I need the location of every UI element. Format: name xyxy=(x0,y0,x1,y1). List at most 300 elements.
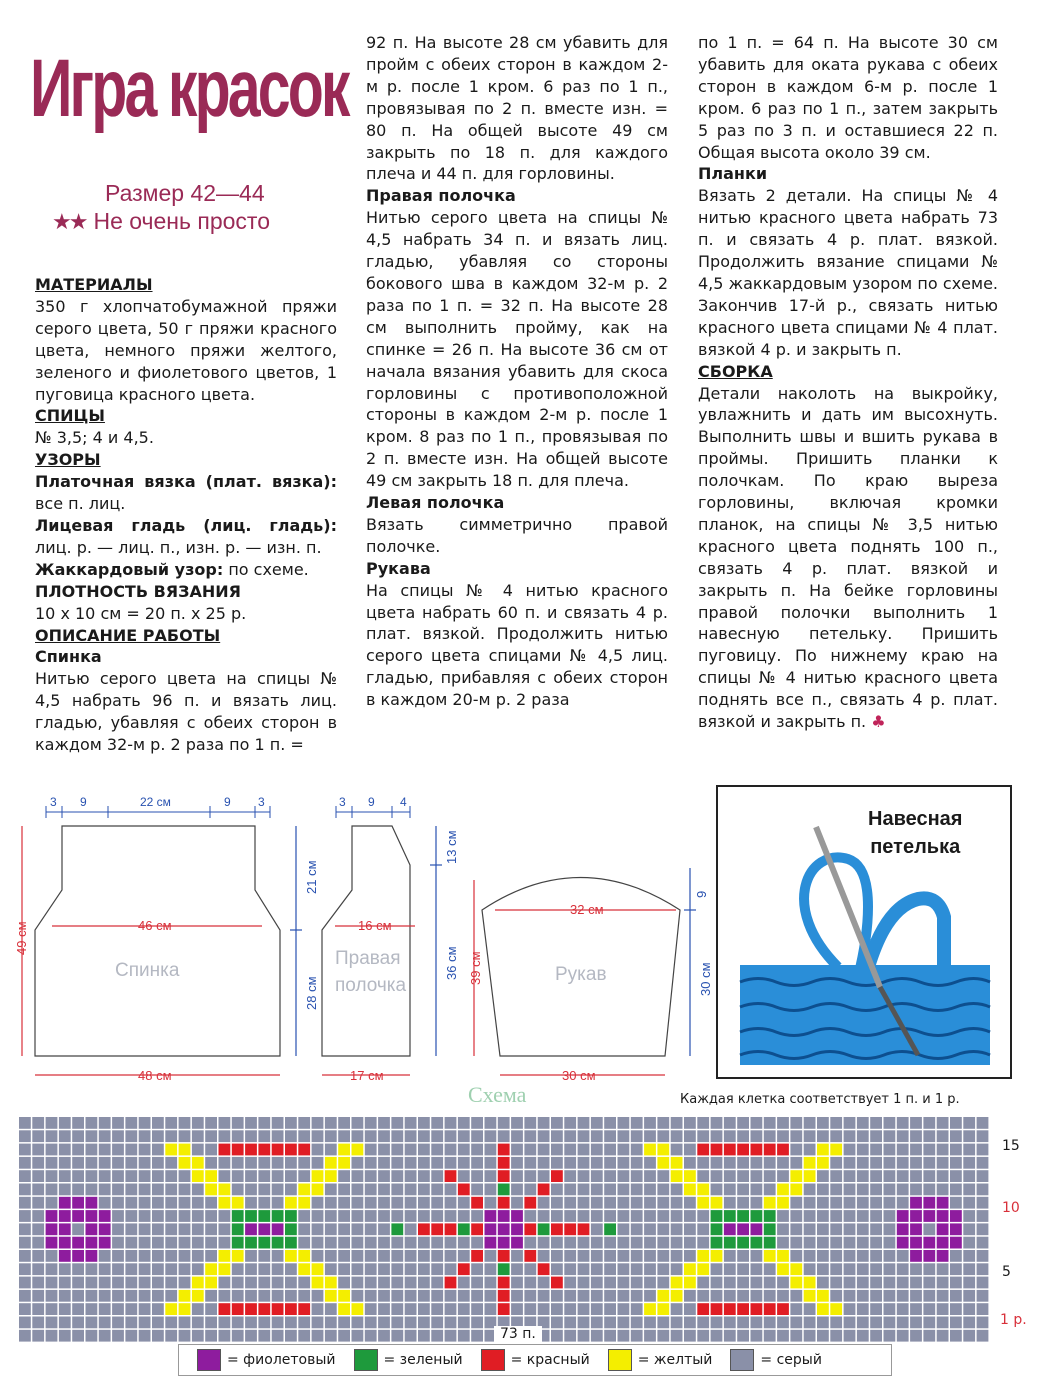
chart-cell xyxy=(684,1277,696,1289)
chart-cell xyxy=(418,1157,430,1169)
chart-cell xyxy=(724,1290,736,1302)
chart-cell xyxy=(564,1290,576,1302)
back-width-label: 46 см xyxy=(138,918,172,933)
chart-cell xyxy=(937,1303,949,1315)
chart-cell xyxy=(458,1263,470,1275)
chart-cell xyxy=(884,1330,896,1342)
chart-cell xyxy=(857,1130,869,1142)
chart-cell xyxy=(152,1317,164,1329)
chart-cell xyxy=(604,1210,616,1222)
chart-cell xyxy=(884,1237,896,1249)
chart-cell xyxy=(485,1277,497,1289)
chart-cell xyxy=(737,1184,749,1196)
chart-cell xyxy=(471,1317,483,1329)
chart-cell xyxy=(59,1223,71,1235)
sleeves-text-cont: по 1 п. = 64 п. На высоте 30 см убавить для оката рукава с обеих сторон в каждом 6-м р. после 1 кром. 6 раз по 1 п., затем закрыть 5 раз по 3 п. и оставшиеся 22 п. Общая высота около 39 см. xyxy=(698,33,998,162)
chart-cell xyxy=(950,1303,962,1315)
chart-cell xyxy=(697,1303,709,1315)
chart-cell xyxy=(46,1170,58,1182)
chart-cell xyxy=(59,1317,71,1329)
chart-cell xyxy=(19,1210,31,1222)
chart-cell xyxy=(564,1130,576,1142)
hook-label-line-2: петелька xyxy=(870,836,961,858)
chart-cell xyxy=(471,1223,483,1235)
chart-cell xyxy=(458,1317,470,1329)
chart-cell xyxy=(405,1157,417,1169)
chart-cell xyxy=(711,1197,723,1209)
chart-cell xyxy=(431,1277,443,1289)
chart-cell xyxy=(538,1184,550,1196)
chart-cell xyxy=(365,1237,377,1249)
chart-cell xyxy=(485,1303,497,1315)
chart-cell xyxy=(790,1157,802,1169)
legend-item-yellow xyxy=(608,1349,713,1371)
chart-cell xyxy=(391,1250,403,1262)
chart-cell xyxy=(219,1117,231,1129)
chart-cell xyxy=(32,1130,44,1142)
chart-cell xyxy=(352,1184,364,1196)
right-h-total-label: 36 см xyxy=(444,946,459,980)
chart-cell xyxy=(950,1170,962,1182)
chart-cell xyxy=(830,1277,842,1289)
chart-cell xyxy=(923,1250,935,1262)
chart-cell xyxy=(684,1157,696,1169)
chart-cell xyxy=(205,1130,217,1142)
chart-cell xyxy=(817,1170,829,1182)
chart-cell xyxy=(378,1223,390,1235)
chart-cell xyxy=(391,1144,403,1156)
chart-cell xyxy=(804,1317,816,1329)
chart-cell xyxy=(724,1250,736,1262)
chart-cell xyxy=(618,1290,630,1302)
right-piece-label-1: Правая xyxy=(335,948,401,969)
chart-cell xyxy=(604,1303,616,1315)
chart-cell xyxy=(232,1317,244,1329)
chart-cell xyxy=(857,1277,869,1289)
chart-cell xyxy=(897,1170,909,1182)
chart-cell xyxy=(751,1130,763,1142)
chart-cell xyxy=(644,1197,656,1209)
chart-cell xyxy=(312,1157,324,1169)
chart-cell xyxy=(764,1263,776,1275)
chart-cell xyxy=(684,1184,696,1196)
chart-cell xyxy=(378,1130,390,1142)
chart-cell xyxy=(32,1290,44,1302)
chart-cell xyxy=(804,1117,816,1129)
chart-cell xyxy=(684,1330,696,1342)
chart-cell xyxy=(671,1263,683,1275)
chart-cell xyxy=(897,1117,909,1129)
chart-cell xyxy=(751,1117,763,1129)
chart-cell xyxy=(152,1157,164,1169)
chart-cell xyxy=(618,1237,630,1249)
chart-cell xyxy=(923,1303,935,1315)
chart-cell xyxy=(59,1197,71,1209)
chart-cell xyxy=(112,1237,124,1249)
sleeve-width-label: 32 см xyxy=(570,902,604,917)
chart-cell xyxy=(418,1210,430,1222)
chart-cell xyxy=(564,1330,576,1342)
chart-cell xyxy=(19,1277,31,1289)
chart-cell xyxy=(671,1157,683,1169)
chart-cell xyxy=(112,1250,124,1262)
chart-cell xyxy=(657,1184,669,1196)
chart-cell xyxy=(312,1263,324,1275)
chart-cell xyxy=(950,1197,962,1209)
chart-cell xyxy=(963,1197,975,1209)
chart-cell xyxy=(578,1184,590,1196)
chart-cell xyxy=(671,1144,683,1156)
chart-cell xyxy=(524,1277,536,1289)
chart-cell xyxy=(644,1223,656,1235)
chart-cell xyxy=(604,1157,616,1169)
chart-cell xyxy=(950,1263,962,1275)
chart-cell xyxy=(152,1197,164,1209)
chart-cell xyxy=(338,1290,350,1302)
chart-cell xyxy=(870,1170,882,1182)
chart-cell xyxy=(604,1223,616,1235)
chart-cell xyxy=(804,1237,816,1249)
chart-cell xyxy=(258,1157,270,1169)
chart-cell xyxy=(777,1144,789,1156)
chart-cell xyxy=(910,1250,922,1262)
chart-cell xyxy=(524,1197,536,1209)
chart-cell xyxy=(657,1223,669,1235)
chart-cell xyxy=(445,1144,457,1156)
chart-cell xyxy=(59,1184,71,1196)
chart-cell xyxy=(378,1263,390,1275)
chart-cell xyxy=(325,1117,337,1129)
chart-cell xyxy=(165,1330,177,1342)
chart-cell xyxy=(551,1210,563,1222)
chart-cell xyxy=(125,1130,137,1142)
chart-cell xyxy=(591,1144,603,1156)
materials-text: 350 г хлопчатобумажной пряжи серого цвета, 50 г пряжи красного цвета, немного пряжи желтого, зеленого и фиолетового цветов, 1 пуговица красного цвета. xyxy=(35,296,337,404)
chart-cell xyxy=(751,1170,763,1182)
difficulty-text: Не очень просто xyxy=(93,208,270,234)
chart-cell xyxy=(179,1117,191,1129)
chart-cell xyxy=(524,1130,536,1142)
chart-cell xyxy=(46,1263,58,1275)
chart-cell xyxy=(910,1117,922,1129)
chart-cell xyxy=(671,1117,683,1129)
chart-cell xyxy=(764,1184,776,1196)
chart-cell xyxy=(764,1157,776,1169)
chart-cell xyxy=(485,1237,497,1249)
chart-cell xyxy=(751,1277,763,1289)
chart-cell xyxy=(910,1290,922,1302)
chart-cell xyxy=(724,1223,736,1235)
chart-cell xyxy=(631,1277,643,1289)
chart-cell xyxy=(485,1170,497,1182)
chart-cell xyxy=(391,1223,403,1235)
legend-swatch-green xyxy=(354,1349,378,1371)
chart-cell xyxy=(125,1250,137,1262)
chart-cell xyxy=(46,1144,58,1156)
chart-cell xyxy=(923,1117,935,1129)
chart-cell xyxy=(285,1170,297,1182)
chart-cell xyxy=(285,1157,297,1169)
chart-cell xyxy=(352,1263,364,1275)
chart-cell xyxy=(751,1317,763,1329)
chart-cell xyxy=(192,1170,204,1182)
chart-cell xyxy=(977,1184,989,1196)
sleeve-bottom-label: 30 см xyxy=(562,1068,596,1083)
chart-cell xyxy=(511,1263,523,1275)
chart-cell xyxy=(192,1330,204,1342)
chart-cell xyxy=(724,1170,736,1182)
chart-cell xyxy=(498,1170,510,1182)
chart-cell xyxy=(737,1223,749,1235)
chart-cell xyxy=(790,1184,802,1196)
chart-cell xyxy=(737,1263,749,1275)
chart-cell xyxy=(644,1263,656,1275)
chart-cell xyxy=(219,1197,231,1209)
chart-cell xyxy=(977,1303,989,1315)
chart-cell xyxy=(152,1144,164,1156)
chart-cell xyxy=(219,1237,231,1249)
chart-cell xyxy=(471,1157,483,1169)
chart-cell xyxy=(804,1263,816,1275)
chart-cell xyxy=(152,1237,164,1249)
left-front-text: Вязать симметрично правой полочке. xyxy=(366,514,668,556)
chart-cell xyxy=(338,1250,350,1262)
chart-cell xyxy=(59,1130,71,1142)
chart-cell xyxy=(790,1210,802,1222)
chart-cell xyxy=(711,1237,723,1249)
chart-cell xyxy=(697,1197,709,1209)
chart-cell xyxy=(657,1250,669,1262)
chart-cell xyxy=(205,1210,217,1222)
strips-text: Вязать 2 детали. На спицы № 4 нитью красного цвета набрать 73 п. и связать 4 р. плат. вязкой. Продолжить вязание спицами № 4,5 жаккардовым узором по схеме. Закончив 17-й р., связать нитью красного цвета спицами № 4 плат. вязкой 4 р. и закрыть п. xyxy=(698,186,998,359)
chart-cell xyxy=(338,1303,350,1315)
chart-cell xyxy=(524,1144,536,1156)
chart-cell xyxy=(777,1250,789,1262)
chart-cell xyxy=(391,1330,403,1342)
chart-cell xyxy=(179,1303,191,1315)
chart-cell xyxy=(445,1237,457,1249)
chart-cell xyxy=(391,1317,403,1329)
chart-cell xyxy=(591,1263,603,1275)
chart-cell xyxy=(298,1210,310,1222)
chart-cell xyxy=(232,1184,244,1196)
chart-cell xyxy=(963,1157,975,1169)
chart-cell xyxy=(325,1290,337,1302)
chart-cell xyxy=(830,1250,842,1262)
chart-cell xyxy=(551,1237,563,1249)
chart-cell xyxy=(671,1317,683,1329)
chart-cell xyxy=(923,1144,935,1156)
chart-cell xyxy=(32,1277,44,1289)
chart-cell xyxy=(139,1330,151,1342)
chart-cell xyxy=(285,1197,297,1209)
right-top-dim-3: 4 xyxy=(400,795,407,809)
chart-cell xyxy=(697,1250,709,1262)
chart-cell xyxy=(963,1237,975,1249)
chart-cell xyxy=(431,1117,443,1129)
chart-cell xyxy=(751,1223,763,1235)
back-top-dim-4: 9 xyxy=(224,795,231,809)
chart-cell xyxy=(684,1303,696,1315)
chart-cell xyxy=(458,1223,470,1235)
chart-cell xyxy=(578,1263,590,1275)
chart-cell xyxy=(844,1157,856,1169)
chart-cell xyxy=(551,1117,563,1129)
chart-cell xyxy=(857,1303,869,1315)
chart-cell xyxy=(564,1184,576,1196)
chart-cell xyxy=(538,1223,550,1235)
chart-cell xyxy=(937,1237,949,1249)
chart-cell xyxy=(272,1210,284,1222)
chart-cell xyxy=(764,1317,776,1329)
heading-assembly: СБОРКА xyxy=(698,361,773,381)
chart-cell xyxy=(724,1237,736,1249)
chart-cell xyxy=(644,1144,656,1156)
chart-cell xyxy=(498,1184,510,1196)
chart-cell xyxy=(258,1250,270,1262)
chart-cell xyxy=(125,1117,137,1129)
legend-swatch-gray xyxy=(730,1349,754,1371)
chart-cell xyxy=(857,1184,869,1196)
chart-cell xyxy=(298,1237,310,1249)
chart-cell xyxy=(72,1117,84,1129)
chart-cell xyxy=(32,1117,44,1129)
chart-cell xyxy=(72,1197,84,1209)
right-piece-label-2: полочка xyxy=(335,975,407,996)
chart-cell xyxy=(32,1210,44,1222)
chart-cell xyxy=(618,1210,630,1222)
chart-cell xyxy=(830,1263,842,1275)
chart-cell xyxy=(99,1317,111,1329)
chart-cell xyxy=(258,1263,270,1275)
chart-cell xyxy=(445,1277,457,1289)
chart-cell xyxy=(112,1317,124,1329)
chart-cell xyxy=(963,1144,975,1156)
text-column-2 xyxy=(366,32,668,711)
chart-cell xyxy=(298,1170,310,1182)
chart-cell xyxy=(232,1330,244,1342)
chart-cell xyxy=(125,1317,137,1329)
chart-cell xyxy=(631,1117,643,1129)
chart-cell xyxy=(219,1170,231,1182)
chart-cell xyxy=(139,1277,151,1289)
chart-cell xyxy=(804,1250,816,1262)
sleeve-h-lower-label: 30 см xyxy=(698,962,713,996)
chart-cell xyxy=(777,1237,789,1249)
chart-cell xyxy=(737,1330,749,1342)
chart-cell xyxy=(192,1263,204,1275)
chart-cell xyxy=(99,1277,111,1289)
chart-cell xyxy=(737,1317,749,1329)
chart-cell xyxy=(19,1250,31,1262)
chart-cell xyxy=(963,1330,975,1342)
chart-cell xyxy=(657,1317,669,1329)
chart-cell xyxy=(431,1237,443,1249)
chart-cell xyxy=(86,1263,98,1275)
chart-cell xyxy=(910,1197,922,1209)
chart-cell xyxy=(910,1303,922,1315)
chart-cell xyxy=(578,1144,590,1156)
right-front-text: Нитью серого цвета на спицы № 4,5 набрать 34 п. и вязать лиц. гладью, убавляя со стороны бокового шва в каждом 32-м р. 2 раза по 1 п. = 32 п. На высоте 28 см выполнить пройму, как на спинке = 26 п. На высоте 36 см от начала вязания убавить для скоса горловины с противоположной стороны в каждом 2-м р. после 1 кром. 8 раз по 1 п., провязывая по 2 п. вместе изн. На общей высоте 49 см закрыть 18 п. для плеча. xyxy=(366,208,668,491)
chart-cell xyxy=(631,1197,643,1209)
chart-cell xyxy=(963,1170,975,1182)
chart-cell xyxy=(152,1184,164,1196)
chart-cell xyxy=(524,1157,536,1169)
chart-cell xyxy=(551,1317,563,1329)
chart-cell xyxy=(19,1170,31,1182)
chart-cell xyxy=(711,1317,723,1329)
chart-cell xyxy=(631,1130,643,1142)
chart-cell xyxy=(205,1277,217,1289)
chart-cell xyxy=(790,1277,802,1289)
chart-cell xyxy=(179,1317,191,1329)
text-column-3 xyxy=(698,32,998,733)
chart-cell xyxy=(777,1184,789,1196)
chart-cell xyxy=(418,1317,430,1329)
chart-cell xyxy=(72,1290,84,1302)
chart-cell xyxy=(657,1237,669,1249)
chart-cell xyxy=(777,1117,789,1129)
chart-cell xyxy=(950,1130,962,1142)
chart-cell xyxy=(937,1263,949,1275)
chart-cell xyxy=(977,1277,989,1289)
chart-cell xyxy=(870,1290,882,1302)
chart-cell xyxy=(338,1130,350,1142)
chart-cell xyxy=(431,1144,443,1156)
pattern-jacquard-text: по схеме. xyxy=(228,559,309,579)
chart-cell xyxy=(405,1144,417,1156)
chart-cell xyxy=(205,1303,217,1315)
chart-cell xyxy=(285,1290,297,1302)
chart-cell xyxy=(32,1263,44,1275)
chart-cell xyxy=(125,1197,137,1209)
chart-cell xyxy=(418,1130,430,1142)
chart-cell xyxy=(804,1330,816,1342)
chart-cell xyxy=(977,1130,989,1142)
chart-cell xyxy=(192,1130,204,1142)
chart-cell xyxy=(591,1277,603,1289)
chart-cell xyxy=(870,1330,882,1342)
chart-cell xyxy=(923,1197,935,1209)
chart-cell xyxy=(604,1130,616,1142)
chart-cell xyxy=(618,1317,630,1329)
chart-cell xyxy=(844,1197,856,1209)
chart-cell xyxy=(352,1130,364,1142)
chart-cell xyxy=(458,1144,470,1156)
chart-cell xyxy=(458,1330,470,1342)
chart-cell xyxy=(391,1210,403,1222)
heading-materials: МАТЕРИАЛЫ xyxy=(35,275,153,294)
chart-cell xyxy=(192,1197,204,1209)
chart-cell xyxy=(365,1197,377,1209)
chart-cell xyxy=(165,1263,177,1275)
chart-cell xyxy=(86,1317,98,1329)
chart-cell xyxy=(365,1130,377,1142)
chart-cell xyxy=(352,1144,364,1156)
chart-cell xyxy=(511,1157,523,1169)
chart-cell xyxy=(697,1184,709,1196)
chart-cell xyxy=(804,1197,816,1209)
chart-cell xyxy=(724,1117,736,1129)
heading-strips: Планки xyxy=(698,164,768,184)
chart-cell xyxy=(923,1184,935,1196)
chart-cell xyxy=(245,1263,257,1275)
chart-cell xyxy=(844,1330,856,1342)
back-text-cont: 92 п. На высоте 28 см убавить для пройм с обеих сторон в каждом 2-м р. после 1 кром. 6 раз по 1 п., провязывая по 2 п. вместе изн. = 80 п. На общей высоте 49 см закрыть по 18 п. для каждого плеча и 44 п. для горловины. xyxy=(366,33,668,184)
chart-cell xyxy=(365,1277,377,1289)
chart-cell xyxy=(219,1330,231,1342)
chart-cell xyxy=(272,1303,284,1315)
